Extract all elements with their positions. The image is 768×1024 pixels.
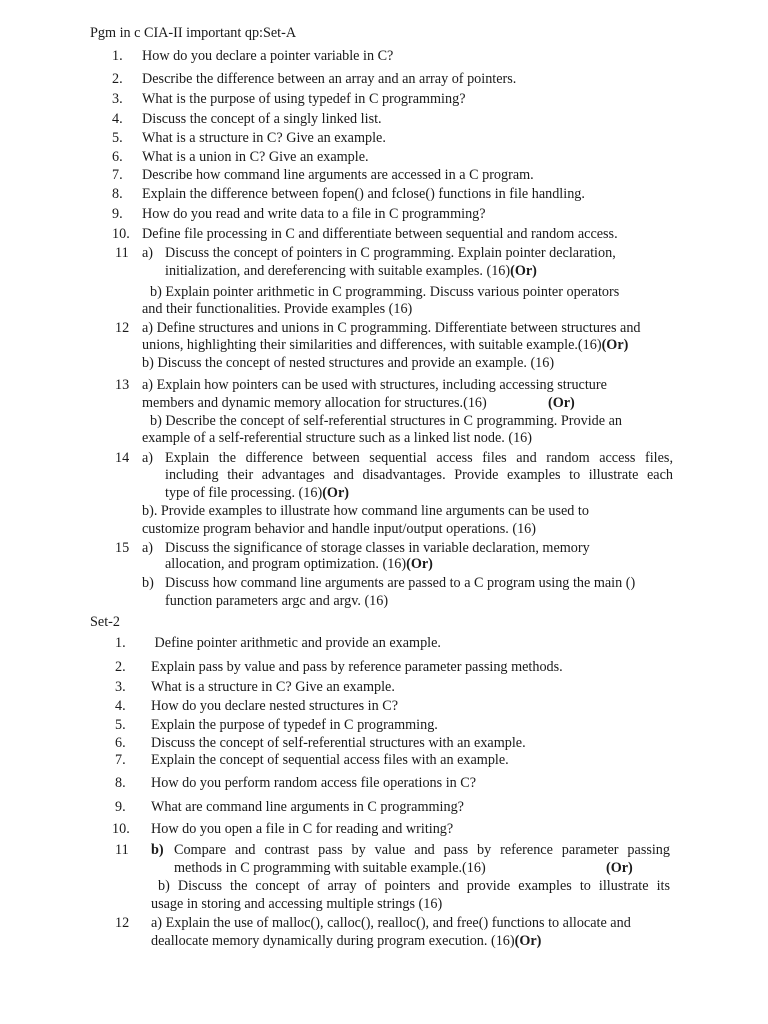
set-2-q8-text: How do you perform random access file operations in C? — [151, 775, 477, 791]
set-2-q3-text: What is a structure in C? Give an example. — [151, 679, 395, 695]
option-b-text: and their functionalities. Provide examples (16) — [142, 301, 413, 317]
option-a-text: a) Explain how pointers can be used with structures, including accessing structure — [142, 377, 607, 393]
option-a-label: b) — [151, 842, 164, 858]
set-a-q9-text: How do you read and write data to a file in C programming? — [142, 206, 486, 222]
or-marker: (Or) — [514, 933, 542, 949]
set-a-q6-number: 6. — [112, 149, 123, 165]
option-a-text: a) Explain the use of malloc(), calloc(), realloc(), and free() functions to allocate and — [151, 915, 631, 931]
set-2-heading: Set-2 — [90, 614, 120, 630]
option-a-label: a) — [142, 540, 154, 556]
option-b-text: b) Explain pointer arithmetic in C programming. Discuss various pointer operators — [150, 284, 620, 300]
set-2-q3-number: 3. — [115, 679, 126, 695]
set-a-q1-number: 1. — [112, 48, 123, 64]
option-a-text: Explain the difference between sequential access files and random access files, — [165, 450, 673, 466]
option-a-text: including their advantages and disadvantages. Provide examples to illustrate each — [165, 467, 673, 483]
set-2-q7-text: Explain the concept of sequential access files with an example. — [151, 752, 509, 768]
option-b-text: b) Discuss the concept of nested structures and provide an example. (16) — [142, 355, 555, 371]
document-title: Pgm in c CIA-II important qp:Set-A — [90, 25, 297, 41]
option-b-text: b). Provide examples to illustrate how command line arguments can be used to — [142, 503, 589, 519]
set-2-q1-number: 1. — [115, 635, 126, 651]
option-b-text: usage in storing and accessing multiple strings (16) — [151, 896, 443, 912]
set-a-q10-text: Define file processing in C and differentiate between sequential and random access. — [142, 226, 618, 242]
option-a-text: members and dynamic memory allocation for structures.(16) — [142, 395, 487, 411]
question-number: 11 — [115, 842, 129, 858]
set-a-q3-text: What is the purpose of using typedef in C programming? — [142, 91, 466, 107]
set-2-q5-text: Explain the purpose of typedef in C programming. — [151, 717, 438, 733]
question-number: 12 — [115, 915, 130, 931]
set-2-q6-number: 6. — [115, 735, 126, 751]
set-a-q4-number: 4. — [112, 111, 123, 127]
or-marker: (Or) — [322, 485, 349, 501]
set-2-q4-text: How do you declare nested structures in C? — [151, 698, 399, 714]
option-b-text: b) Discuss the concept of array of pointers and provide examples to illustrate its — [158, 878, 670, 894]
option-a-text: Compare and contrast pass by value and pass by reference parameter passing — [174, 842, 670, 858]
set-a-q5-number: 5. — [112, 130, 123, 146]
set-a-q8-text: Explain the difference between fopen() and fclose() functions in file handling. — [142, 186, 585, 202]
option-a-text: methods in C programming with suitable example.(16) — [174, 860, 486, 876]
set-2-q4-number: 4. — [115, 698, 126, 714]
set-a-q2-number: 2. — [112, 71, 123, 87]
question-number: 12 — [115, 320, 130, 336]
option-a-text: Discuss the significance of storage classes in variable declaration, memory — [165, 540, 590, 556]
option-a-text: type of file processing. (16)(Or) — [165, 485, 349, 501]
set-a-q3-number: 3. — [112, 91, 123, 107]
set-a-q5-text: What is a structure in C? Give an example. — [142, 130, 386, 146]
question-number: 11 — [115, 245, 129, 261]
option-a-text: unions, highlighting their similarities and differences, with suitable example.(16)(Or) — [142, 337, 629, 353]
option-a-text: deallocate memory dynamically during program execution. (16)(Or) — [151, 933, 542, 949]
option-a-text: Discuss the concept of pointers in C programming. Explain pointer declaration, — [165, 245, 616, 261]
option-a-text: allocation, and program optimization. (16)(Or) — [165, 556, 433, 572]
set-a-q2-text: Describe the difference between an array and an array of pointers. — [142, 71, 517, 87]
set-2-q2-number: 2. — [115, 659, 126, 675]
or-marker: (Or) — [406, 556, 433, 572]
set-2-q9-text: What are command line arguments in C programming? — [151, 799, 464, 815]
or-marker: (Or) — [601, 337, 629, 353]
option-b-text: example of a self-referential structure such as a linked list node. (16) — [142, 430, 533, 446]
option-b-text: b) Describe the concept of self-referential structures in C programming. Provide an — [150, 413, 622, 429]
set-a-q10-number: 10. — [112, 226, 130, 242]
option-b-text: customize program behavior and handle input/output operations. (16) — [142, 521, 536, 537]
question-number: 13 — [115, 377, 130, 393]
or-marker: (Or) — [606, 860, 633, 876]
set-2-q6-text: Discuss the concept of self-referential structures with an example. — [151, 735, 526, 751]
option-b-text: Discuss how command line arguments are passed to a C program using the main () — [165, 575, 636, 591]
option-a-text: initialization, and dereferencing with suitable examples. (16)(Or) — [165, 263, 537, 279]
set-a-q9-number: 9. — [112, 206, 123, 222]
set-2-q10-text: How do you open a file in C for reading and writing? — [151, 821, 454, 837]
option-a-text: a) Define structures and unions in C programming. Differentiate between structures and — [142, 320, 641, 336]
set-a-q1-text: How do you declare a pointer variable in C? — [142, 48, 394, 64]
set-2-q10-number: 10. — [112, 821, 130, 837]
or-marker: (Or) — [510, 263, 537, 279]
set-a-q6-text: What is a union in C? Give an example. — [142, 149, 369, 165]
set-2-q2-text: Explain pass by value and pass by reference parameter passing methods. — [151, 659, 563, 675]
option-a-label: a) — [142, 450, 154, 466]
set-a-q4-text: Discuss the concept of a singly linked list. — [142, 111, 382, 127]
set-2-q7-number: 7. — [115, 752, 126, 768]
option-b-label: b) — [142, 575, 154, 591]
question-number: 15 — [115, 540, 130, 556]
set-2-q9-number: 9. — [115, 799, 126, 815]
set-a-q7-text: Describe how command line arguments are accessed in a C program. — [142, 167, 534, 183]
set-a-q7-number: 7. — [112, 167, 123, 183]
set-2-q8-number: 8. — [115, 775, 126, 791]
option-a-label: a) — [142, 245, 154, 261]
set-2-q5-number: 5. — [115, 717, 126, 733]
option-b-text: function parameters argc and argv. (16) — [165, 593, 389, 609]
set-a-q8-number: 8. — [112, 186, 123, 202]
question-number: 14 — [115, 450, 130, 466]
set-2-q1-text: Define pointer arithmetic and provide an example. — [151, 635, 441, 651]
or-marker: (Or) — [548, 395, 575, 411]
